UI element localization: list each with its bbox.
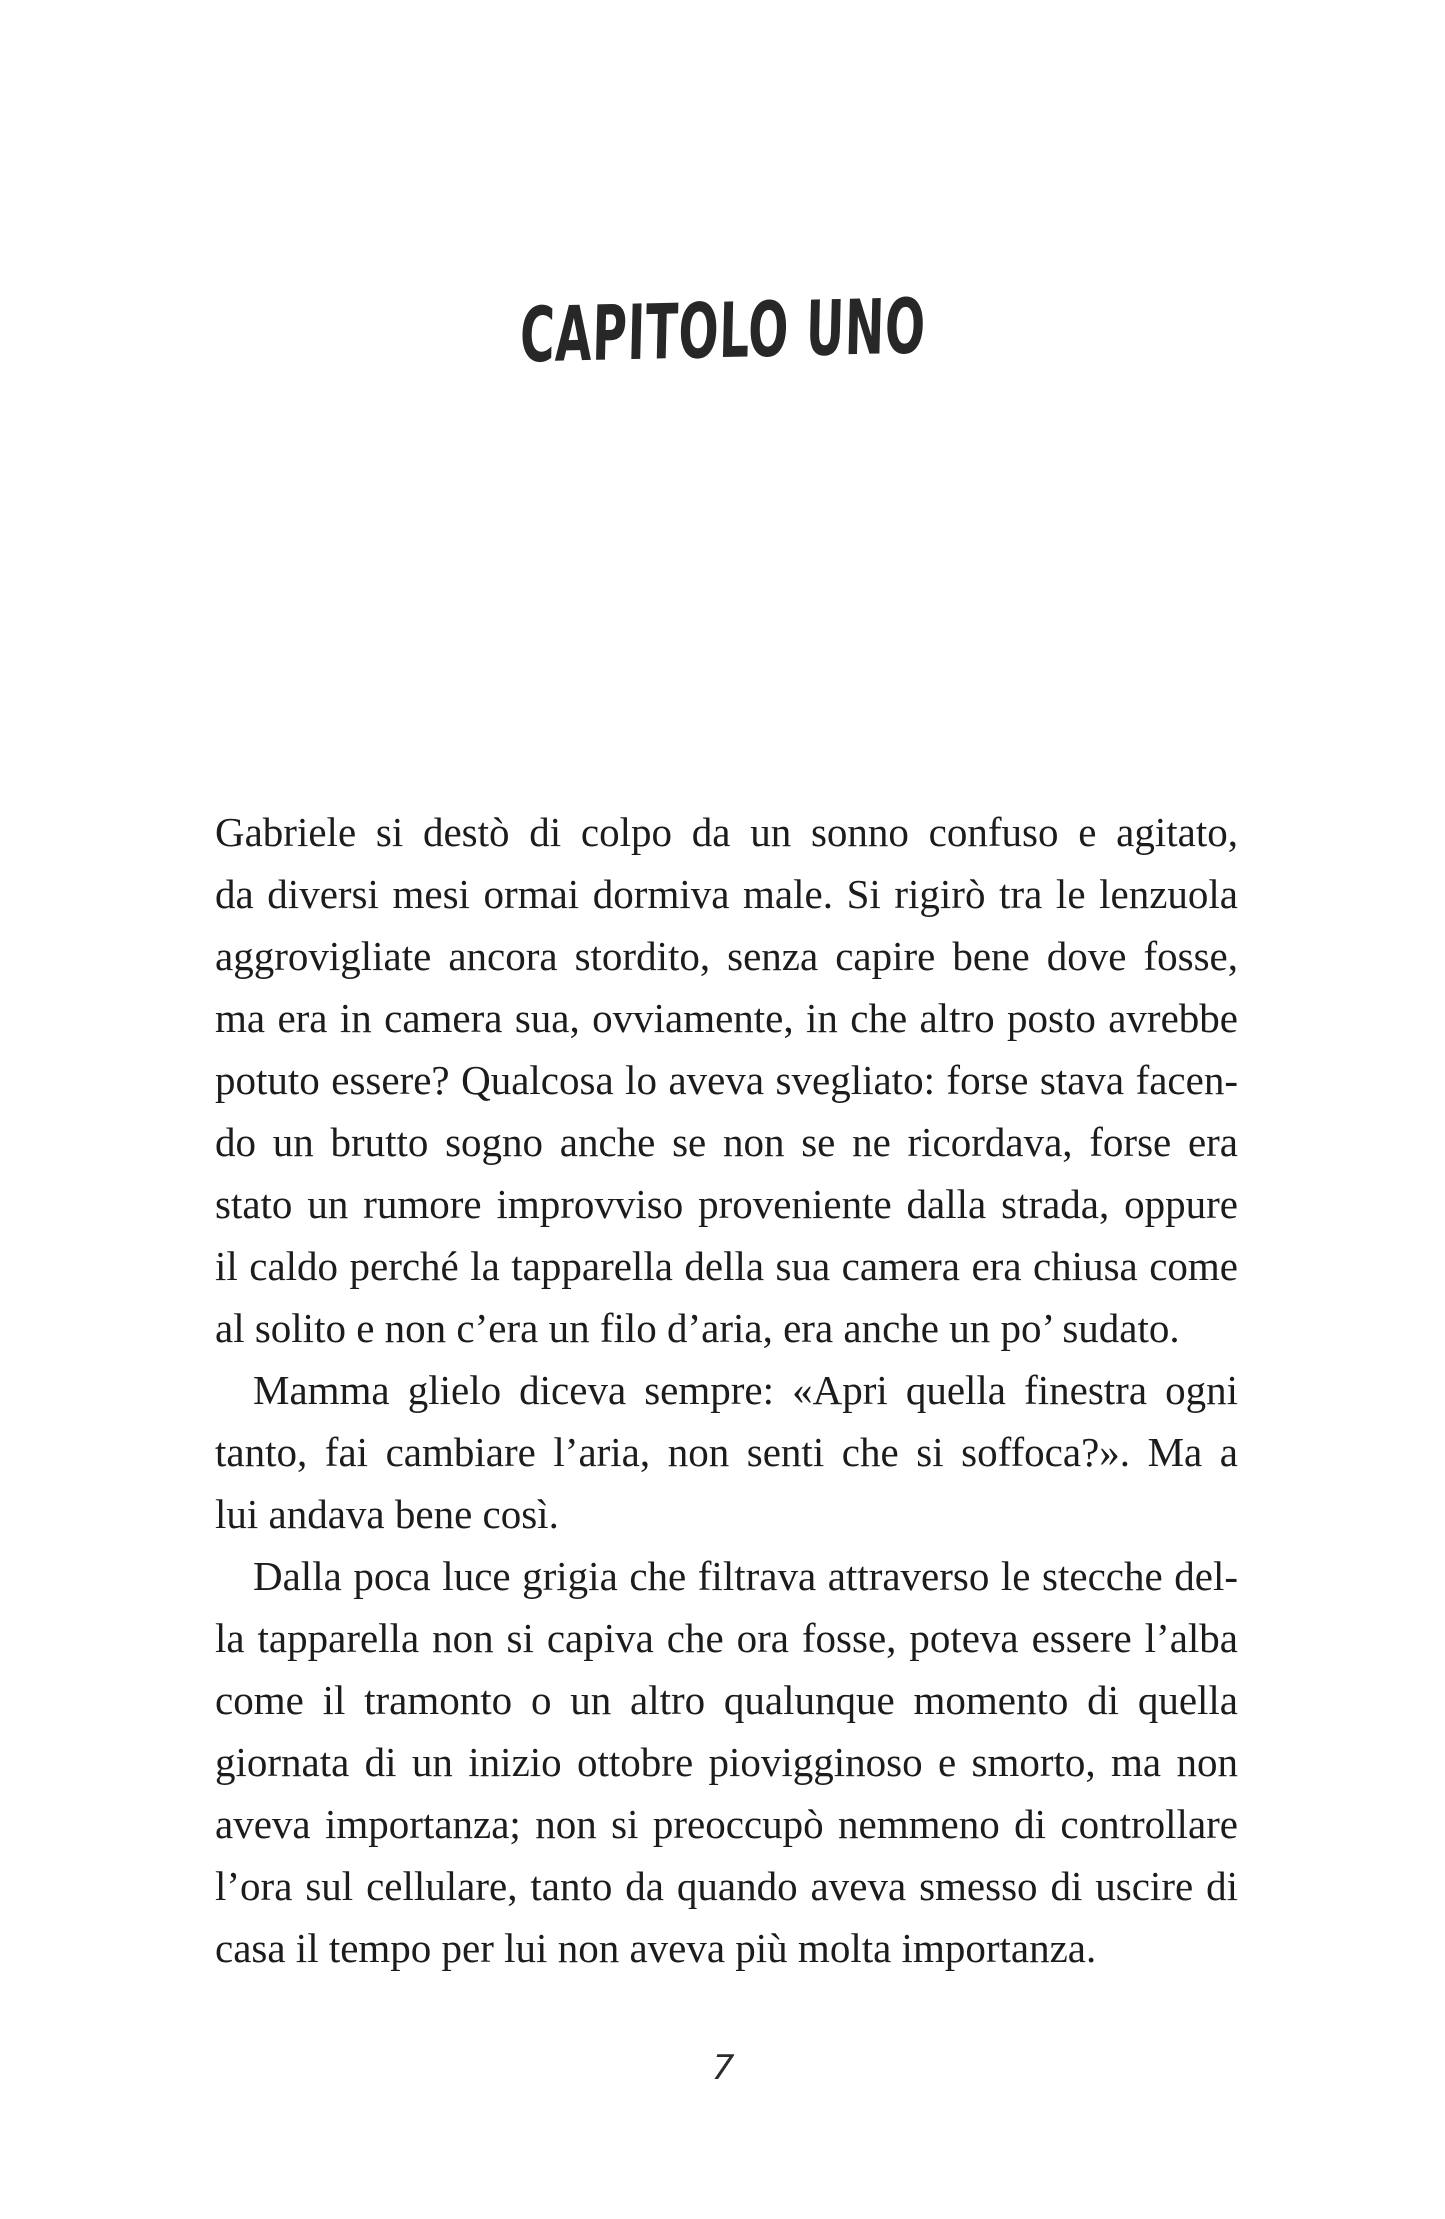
text-line: come il tramonto o un altro qualunque momento di quella: [215, 1677, 1238, 1723]
text-line: il caldo perché la tapparella della sua camera era chiusa come: [215, 1243, 1238, 1289]
text-line: aveva importanza; non si preoccupò nemmeno di controllare: [215, 1801, 1238, 1847]
text-line: l’ora sul cellulare, tanto da quando aveva smesso di uscire di: [215, 1863, 1238, 1909]
text-line: Gabriele si destò di colpo da un sonno confuso e agitato,: [215, 809, 1238, 855]
text-line: lui andava bene così.: [215, 1491, 559, 1537]
text-line: Dalla poca luce grigia che filtrava attraverso le stecche del-: [253, 1553, 1238, 1599]
text-line: tanto, fai cambiare l’aria, non senti che si soffoca?». Ma a: [215, 1429, 1238, 1475]
text-line: stato un rumore improvviso proveniente dalla strada, oppure: [215, 1181, 1238, 1227]
text-line: giornata di un inizio ottobre piovigginoso e smorto, ma non: [215, 1739, 1238, 1785]
page-number: 7: [710, 2048, 735, 2088]
text-line: aggrovigliate ancora stordito, senza capire bene dove fosse,: [215, 933, 1238, 979]
body-text: [215, 801, 1238, 1979]
chapter-title: CAPITOLO UNO: [518, 281, 927, 380]
text-line: Mamma glielo diceva sempre: «Apri quella finestra ogni: [253, 1367, 1238, 1413]
chapter-heading-area: [0, 281, 1445, 380]
text-line: do un brutto sogno anche se non se ne ricordava, forse era: [215, 1119, 1238, 1165]
footer-area: [0, 2048, 1445, 2088]
text-line: al solito e non c’era un filo d’aria, era anche un po’ sudato.: [215, 1305, 1180, 1351]
text-line: potuto essere? Qualcosa lo aveva svegliato: forse stava facen-: [215, 1057, 1238, 1103]
text-line: ma era in camera sua, ovviamente, in che altro posto avrebbe: [215, 995, 1238, 1041]
text-line: da diversi mesi ormai dormiva male. Si rigirò tra le lenzuola: [215, 871, 1238, 917]
text-line: casa il tempo per lui non aveva più molta importanza.: [215, 1925, 1097, 1971]
text-line: la tapparella non si capiva che ora fosse, poteva essere l’alba: [215, 1615, 1238, 1661]
